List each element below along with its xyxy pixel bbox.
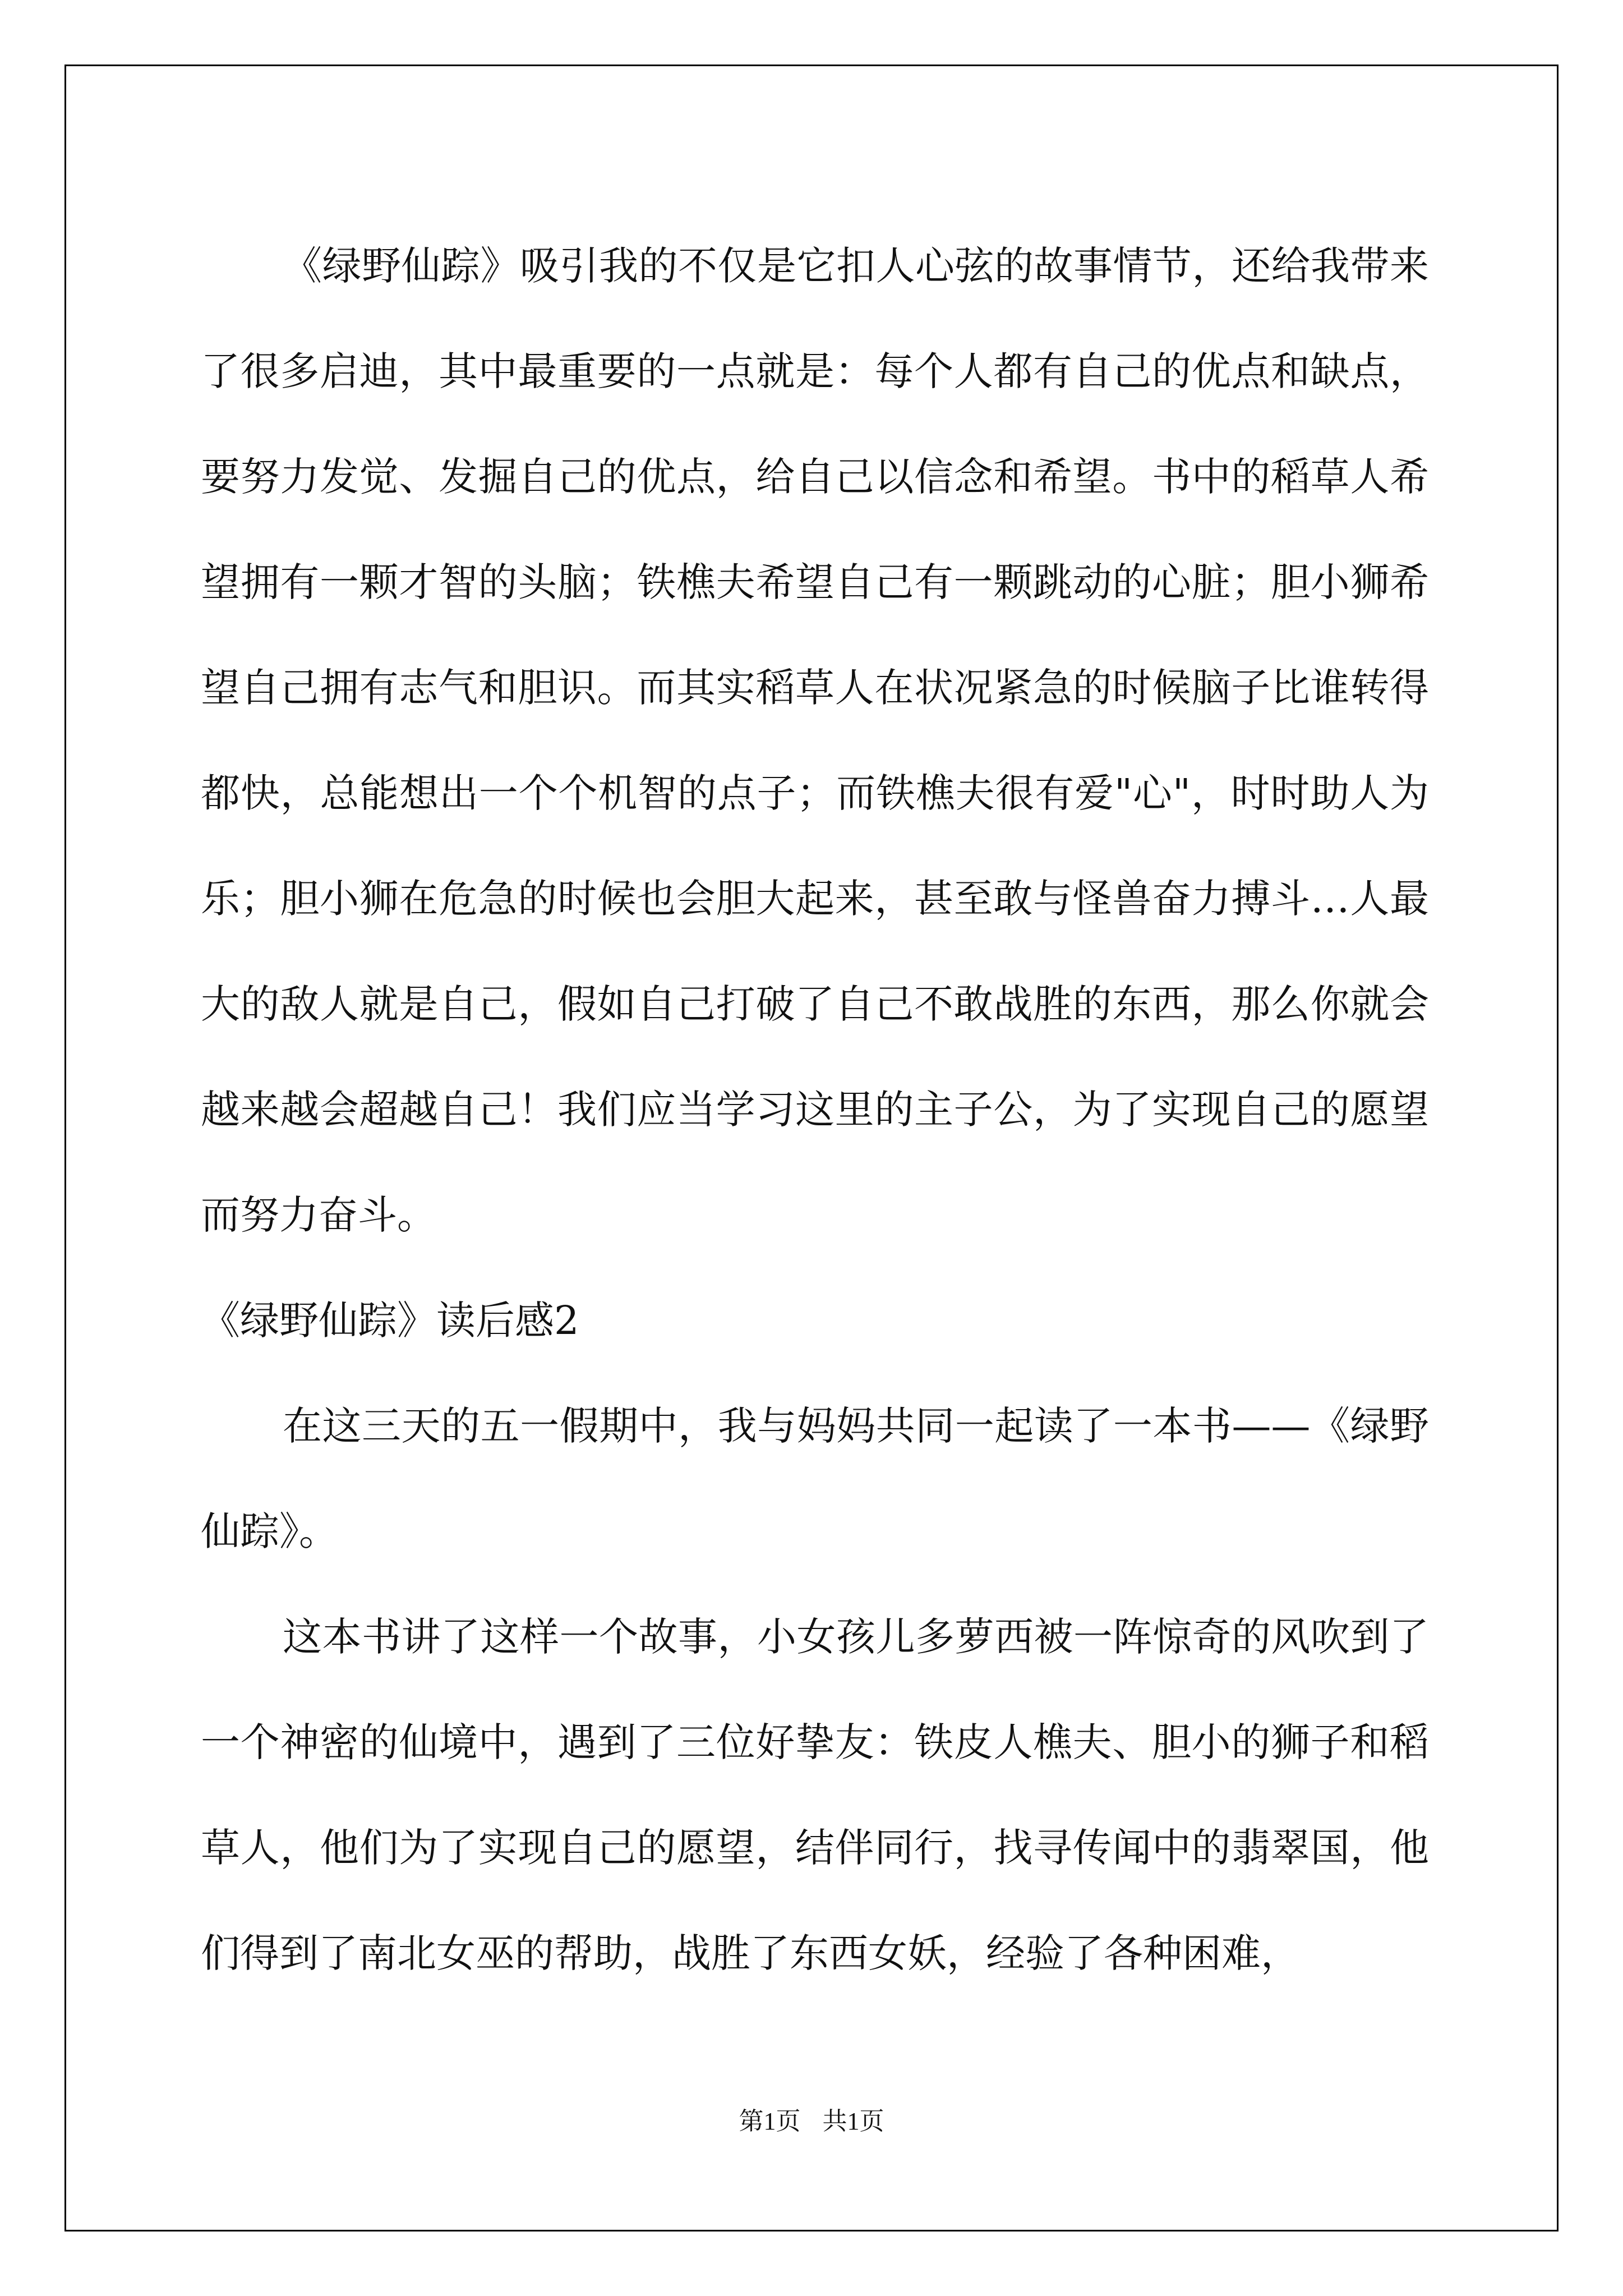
- paragraph-1: 《绿野仙踪》吸引我的不仅是它扣人心弦的故事情节，还给我带来了很多启迪，其中最重要的一点就是：每个人都有自己的优点和缺点，要努力发觉、发掘自己的优点，给自己以信念和希望。书中的稻草人希望拥有一颗才智的头脑；铁樵夫希望自己有一颗跳动的心脏；胆小狮希望自己拥有志气和胆识。而其实稻草人在状况紧急的时候脑子比谁转得都快，总能想出一个个机智的点子；而铁樵夫很有爱"心"，时时助人为乐；胆小狮在危急的时候也会胆大起来，甚至敢与怪兽奋力搏斗…人最大的敌人就是自己，假如自己打破了自己不敢战胜的东西，那么你就会越来越会超越自己！我们应当学习这里的主子公，为了实现自己的愿望而努力奋斗。: [201, 243, 1429, 1238]
- section-heading: 《绿野仙踪》读后感2: [201, 1297, 579, 1343]
- paragraph-2: 在这三天的五一假期中，我与妈妈共同一起读了一本书——《绿野仙踪》。: [201, 1403, 1429, 1554]
- page-footer: [0, 2101, 1623, 2137]
- page-number: 第1页: [739, 2108, 801, 2135]
- page-total: 共1页: [822, 2108, 884, 2135]
- document-body: [201, 213, 1429, 2006]
- paragraph-3: 这本书讲了这样一个故事，小女孩儿多萝西被一阵惊奇的风吹到了一个神密的仙境中，遇到了三位好挚友：铁皮人樵夫、胆小的狮子和稻草人，他们为了实现自己的愿望，结伴同行，找寻传闻中的翡翠国，他们得到了南北女巫的帮助，战胜了东西女妖，经验了各种困难，: [201, 1614, 1429, 1976]
